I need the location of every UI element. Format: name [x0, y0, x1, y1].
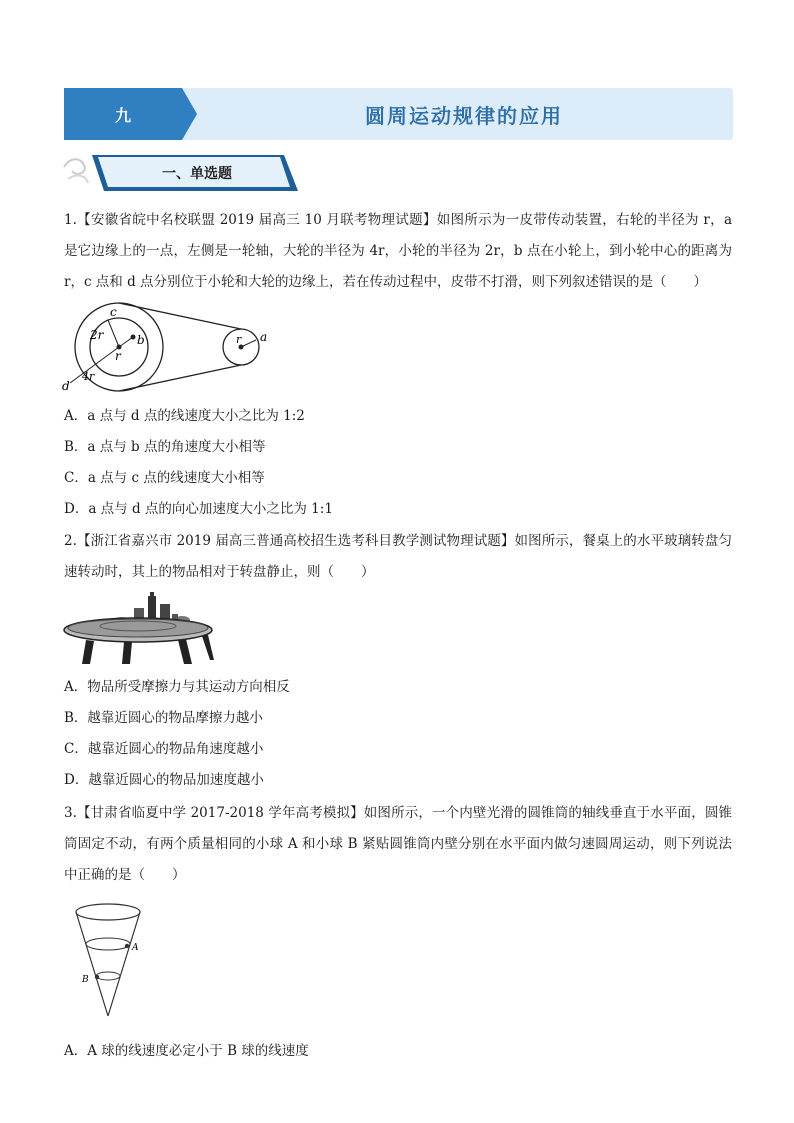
- question-2-option-a: A．物品所受摩擦力与其运动方向相反: [64, 679, 290, 695]
- question-1-option-d: D．a 点与 d 点的向心加速度大小之比为 1:1: [64, 501, 333, 517]
- question-1-stem: 1.【安徽省皖中名校联盟 2019 届高三 10 月联考物理试题】如图所示为一皮带传动装置，右轮的半径为 r，a 是它边缘上的一点，左侧是一轮轴，大轮的半径为 4r，小轮的半径为 2r，b 点在小轮上，到小轮中心的距离为 r，c 点和 d 点分别位于小轮和大轮的边缘上，若在传动过程中，皮带不打滑，则下列叙述错误的是（ ）: [64, 212, 732, 290]
- label-d: d: [62, 379, 70, 392]
- turntable-figure: [62, 592, 214, 666]
- question-3-option-a: A．A 球的线速度必定小于 B 球的线速度: [64, 1043, 309, 1059]
- label-a: a: [260, 330, 268, 344]
- chapter-number: 九: [64, 88, 182, 140]
- question-2-stem: 2.【浙江省嘉兴市 2019 届高三普通高校招生选考科目教学测试物理试题】如图所示，餐桌上的水平玻璃转盘匀速转动时，其上的物品相对于转盘静止，则（ ）: [64, 533, 732, 580]
- question-2-option-d: D．越靠近圆心的物品加速度越小: [64, 772, 264, 788]
- cone-figure: [68, 898, 148, 1018]
- chapter-title: 圆周运动规律的应用: [365, 103, 563, 128]
- belt-drive-figure: [60, 300, 280, 392]
- label-r-center: r: [115, 349, 121, 363]
- label-A: A: [132, 943, 139, 953]
- question-3-stem: 3.【甘肃省临夏中学 2017-2018 学年高考模拟】如图所示，一个内壁光滑的圆锥筒的轴线垂直于水平面，圆锥筒固定不动，有两个质量相同的小球 A 和小球 B 紧贴圆锥筒内壁分别在水平面内做匀速圆周运动，则下列说法中正确的是（ ）: [64, 805, 732, 883]
- banner-arrow: [182, 88, 197, 140]
- section-label: 一、单选题: [162, 166, 232, 182]
- question-1-option-a: A．a 点与 d 点的线速度大小之比为 1:2: [64, 408, 305, 424]
- label-4r: 4r: [82, 370, 95, 383]
- chapter-banner: [64, 88, 733, 140]
- question-2-option-b: B．越靠近圆心的物品摩擦力越小: [64, 710, 263, 726]
- label-2r: 2r: [90, 328, 104, 342]
- label-r-small: r: [236, 333, 242, 346]
- question-1-option-b: B．a 点与 b 点的角速度大小相等: [64, 439, 266, 455]
- section-tab: [62, 153, 302, 193]
- label-c: c: [110, 305, 117, 319]
- question-1-option-c: C．a 点与 c 点的线速度大小相等: [64, 470, 265, 486]
- label-b: b: [137, 333, 145, 347]
- question-2-option-c: C．越靠近圆心的物品角速度越小: [64, 741, 264, 757]
- label-B: B: [82, 975, 89, 985]
